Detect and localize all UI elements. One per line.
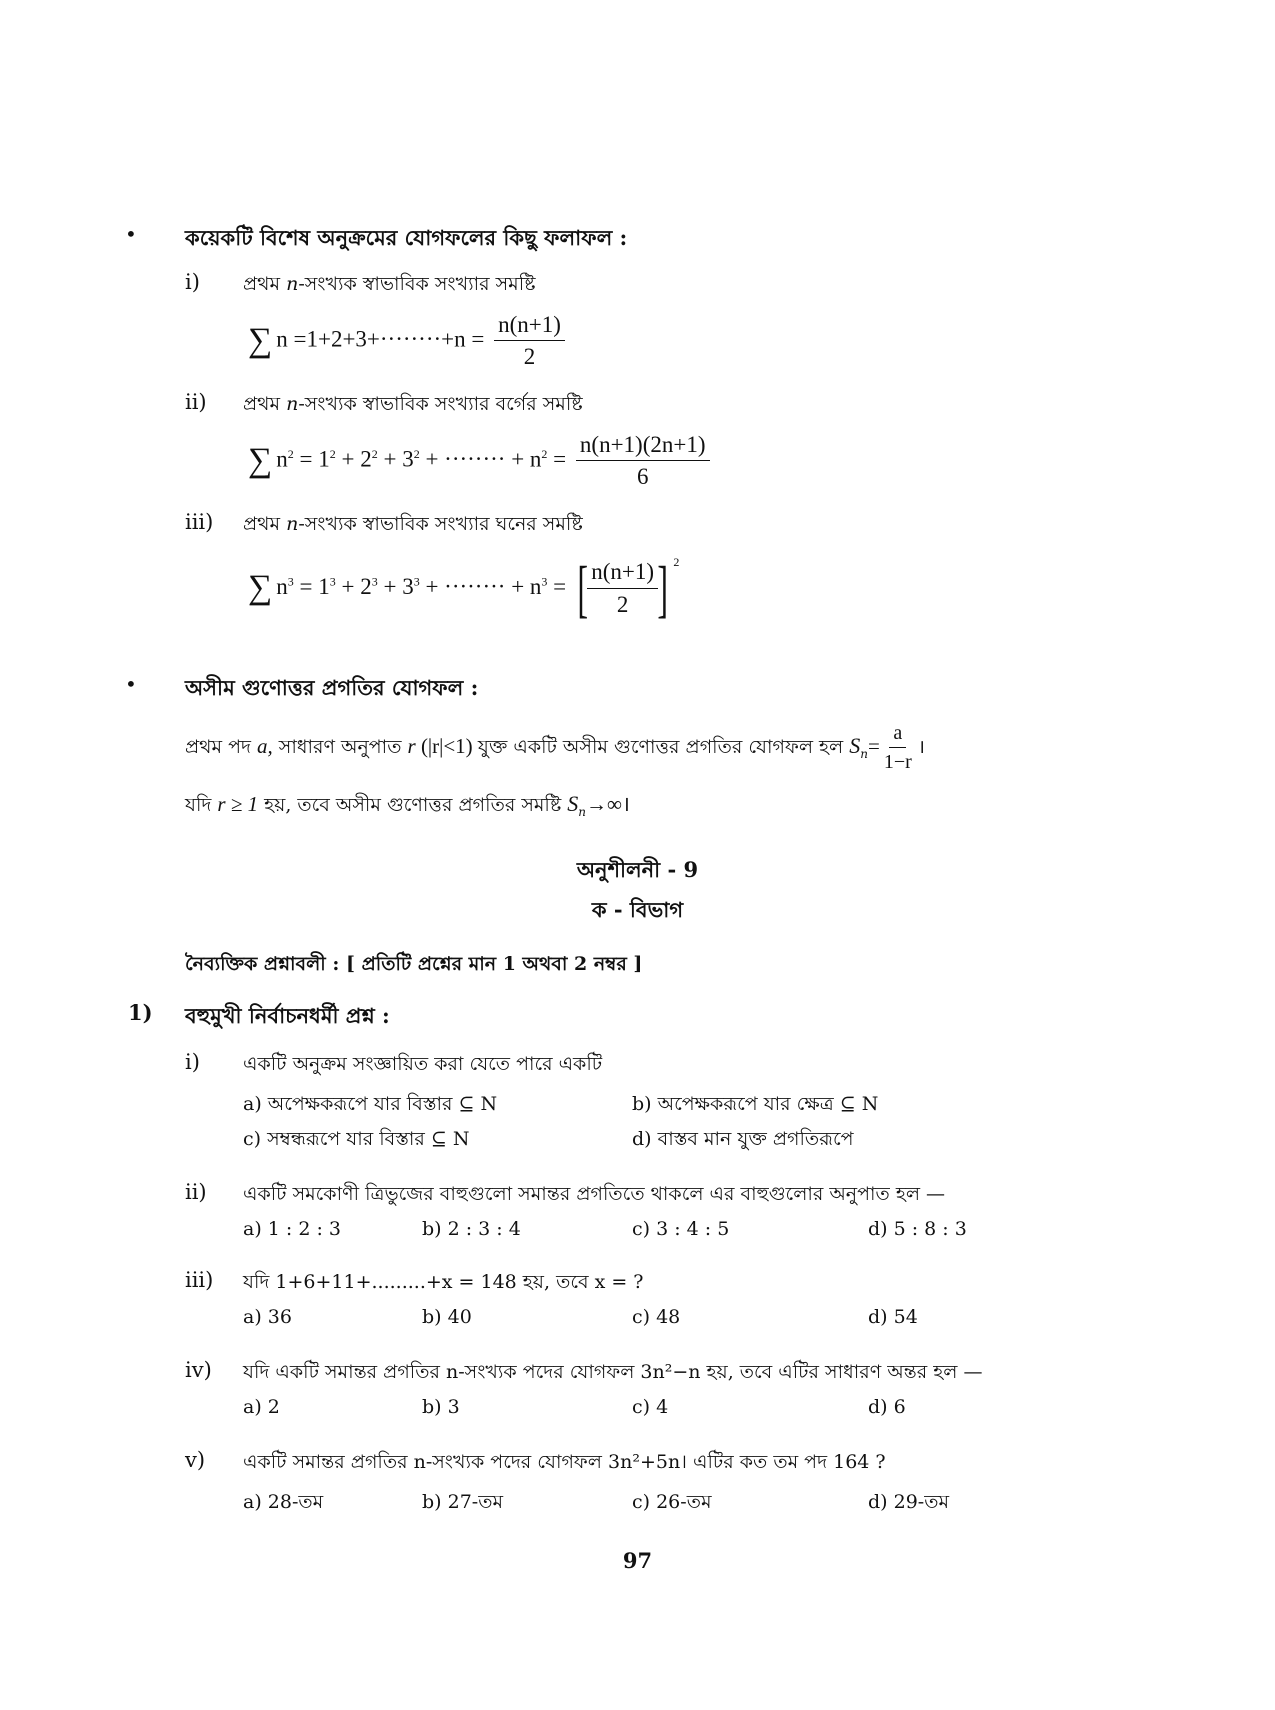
section-heading-infinite-gp: অসীম গুণোত্তর প্রগতির যোগফল : [185,675,479,700]
question-text: একটি সমান্তর প্রগতির n-সংখ্যক পদের যোগফল 3n²+5n। এটির কত তম পদ 164 ? [243,1451,886,1473]
question-text: একটি সমকোণী ত্রিভুজের বাহুগুলো সমান্তর প্রগতিতে থাকলে এর বাহুগুলোর অনুপাত হল — [243,1183,946,1205]
item-number: i) [185,270,200,294]
exercise-title: অনুশীলনী - 9 [576,857,699,882]
option-b: b) 40 [422,1306,472,1328]
exercise-subtitle: ক - বিভাগ [591,897,684,922]
option-a: a) 36 [243,1306,292,1328]
item-text: প্রথম n-সংখ্যক স্বাভাবিক সংখ্যার ঘনের সমষ্টি [243,513,583,535]
question-group-heading: বহুমুখী নির্বাচনধর্মী প্রশ্ন : [185,1003,390,1028]
option-a: a) 28-তম [243,1491,324,1513]
option-d: d) 6 [868,1396,906,1418]
question-text: যদি 1+6+11+.........+x = 148 হয়, তবে x = ? [243,1271,644,1293]
formula-sum-n: ∑ n =1+2+3+········+n = $\frac{n(n+1)}{2}$ [248,312,565,371]
option-b: b) 27-তম [422,1491,504,1513]
bullet: • [125,222,137,246]
option-c: c) সম্বন্ধরূপে যার বিস্তার ⊆ N [243,1128,470,1150]
option-a: a) 1 : 2 : 3 [243,1218,342,1240]
formula-sum-n-cubed: ∑ $n^3 = 1^3 + 2^3 + 3^3$ + ········ + $n^3$ = [ $\frac{n(n+1)}{2}$ ] $^2$ [248,552,680,624]
infinite-gp-sum-line: প্রথম পদ a, সাধারণ অনুপাত r (|r|<1) যুক্ত একটি অসীম গুণোত্তর প্রগতির যোগফল হল $S_n=$ $\frac{a}{1-r}$ । [185,722,926,773]
marks-note: নৈব্যক্তিক প্রশ্নাবলী : [ প্রতিটি প্রশ্নের মান 1 অথবা 2 নম্বর ] [185,953,643,975]
option-d: d) 54 [868,1306,918,1328]
question-text: যদি একটি সমান্তর প্রগতির n-সংখ্যক পদের যোগফল 3n²−n হয়, তবে এটির সাধারণ অন্তর হল — [243,1361,983,1383]
formula-sum-n-squared: ∑ $n^2 = 1^2 + 2^2 + 3^2$ + ········ + $n^2$ = $\frac{n(n+1)(2n+1)}{6}$ [248,432,710,491]
question-number: ii) [185,1180,207,1204]
option-c: c) 4 [632,1396,669,1418]
item-text: প্রথম n-সংখ্যক স্বাভাবিক সংখ্যার সমষ্টি [243,273,536,295]
question-text: একটি অনুক্রম সংজ্ঞায়িত করা যেতে পারে একটি [243,1053,603,1075]
question-group-number: 1) [128,1000,153,1025]
option-b: b) 3 [422,1396,460,1418]
option-d: d) 29-তম [868,1491,950,1513]
option-b: b) অপেক্ষকরূপে যার ক্ষেত্র ⊆ N [632,1093,879,1115]
question-number: v) [185,1448,206,1472]
question-number: iii) [185,1268,214,1292]
item-number: iii) [185,510,214,534]
section-heading-sums: কয়েকটি বিশেষ অনুক্রমের যোগফলের কিছু ফলাফল : [185,225,628,250]
option-a: a) 2 [243,1396,280,1418]
item-text: প্রথম n-সংখ্যক স্বাভাবিক সংখ্যার বর্গের সমষ্টি [243,393,583,415]
option-a: a) অপেক্ষকরূপে যার বিস্তার ⊆ N [243,1093,498,1115]
question-number: i) [185,1050,200,1074]
item-number: ii) [185,390,207,414]
option-c: c) 48 [632,1306,681,1328]
option-c: c) 3 : 4 : 5 [632,1218,730,1240]
divergence-line: যদি r ≥ 1 হয়, তবে অসীম গুণোত্তর প্রগতির সমষ্টি $S_n\to\infty।$ [185,791,630,819]
page-number: 97 [622,1548,653,1573]
option-d: d) বাস্তব মান যুক্ত প্রগতিরূপে [632,1128,854,1150]
option-b: b) 2 : 3 : 4 [422,1218,521,1240]
option-d: d) 5 : 8 : 3 [868,1218,967,1240]
option-c: c) 26-তম [632,1491,712,1513]
question-number: iv) [185,1358,212,1382]
bullet: • [125,672,137,696]
